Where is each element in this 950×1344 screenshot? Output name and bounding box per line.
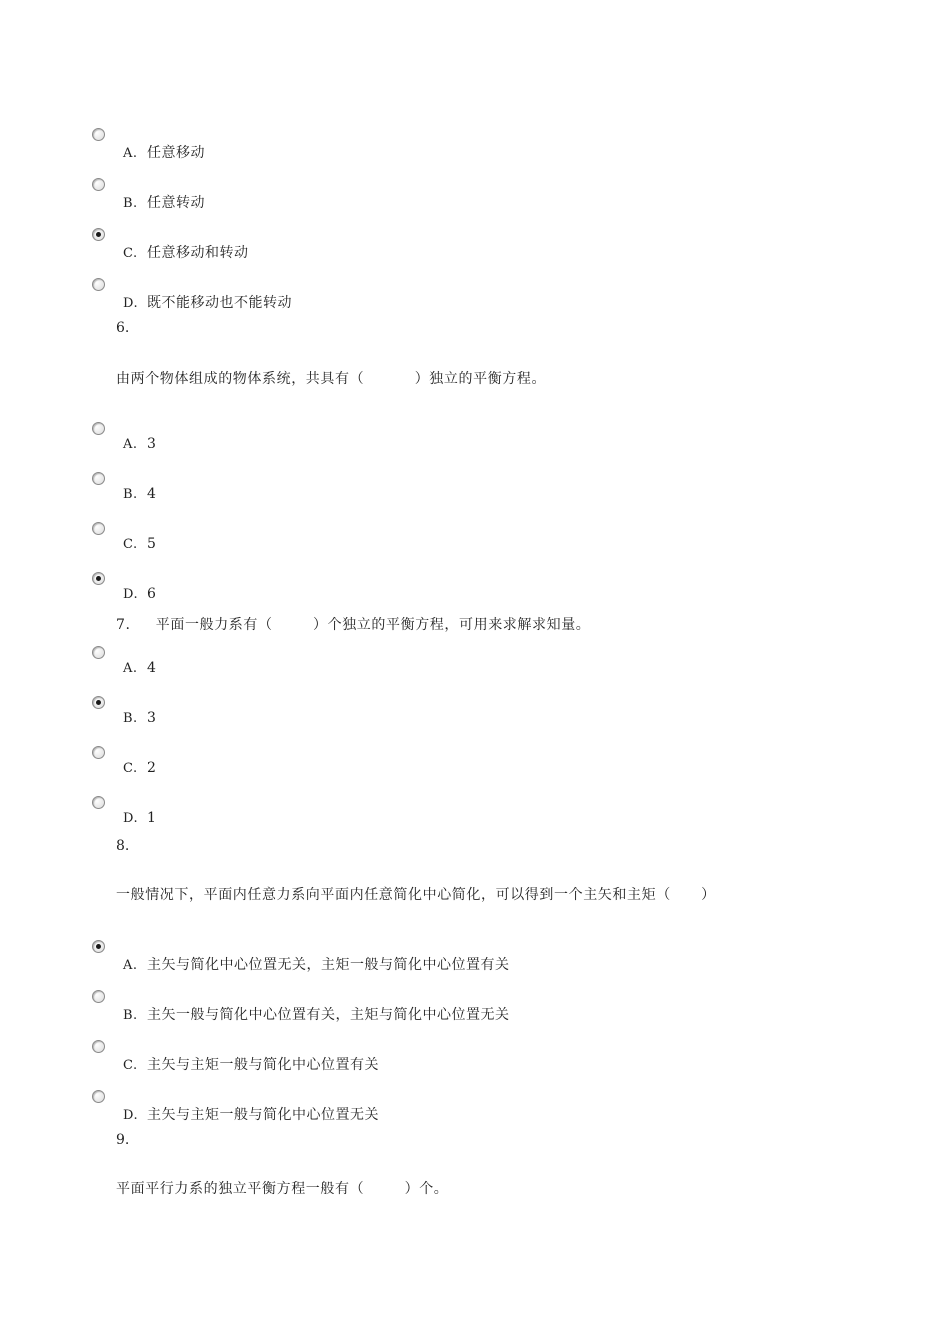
radio-button[interactable] [92,522,105,535]
option-text: B. 4 [123,486,157,502]
question-number: 9. [116,1132,130,1148]
q5-option-d[interactable] [92,278,692,311]
option-text: C. 任意移动和转动 [123,245,249,261]
radio-button[interactable] [92,422,105,435]
option-text: B. 主矢一般与简化中心位置有关，主矩与简化中心位置无关 [123,1007,510,1023]
radio-button[interactable] [92,990,105,1003]
radio-button[interactable] [92,472,105,485]
question-number: 6. [116,320,130,336]
q5-option-a[interactable] [92,128,692,161]
option-text: D. 主矢与主矩一般与简化中心位置无关 [123,1107,379,1123]
question-number: 8. [116,838,130,854]
q8-option-d[interactable] [92,1090,692,1123]
q8-option-b[interactable] [92,990,692,1023]
radio-button-selected[interactable] [92,696,105,709]
radio-button-selected[interactable] [92,228,105,241]
q5-option-c[interactable] [92,228,692,261]
radio-button[interactable] [92,1040,105,1053]
radio-button[interactable] [92,796,105,809]
option-text: C. 主矢与主矩一般与简化中心位置有关 [123,1057,379,1073]
option-text: D. 既不能移动也不能转动 [123,295,292,311]
option-text: B. 3 [123,710,157,726]
option-text: C. 5 [123,536,157,552]
q7-option-b[interactable] [92,696,692,726]
option-text: D. 1 [123,810,157,826]
q6-option-a[interactable] [92,422,692,452]
option-text: A. 主矢与简化中心位置无关，主矩一般与简化中心位置有关 [123,957,510,973]
option-text: C. 2 [123,760,157,776]
q7-option-d[interactable] [92,796,692,826]
radio-button[interactable] [92,128,105,141]
radio-button[interactable] [92,1090,105,1103]
radio-button-selected[interactable] [92,940,105,953]
q5-option-b[interactable] [92,178,692,211]
question-text: 由两个物体组成的物体系统，共具有（ ）独立的平衡方程。 [116,371,547,387]
radio-button-selected[interactable] [92,572,105,585]
q8-option-c[interactable] [92,1040,692,1073]
q7-option-c[interactable] [92,746,692,776]
q7-option-a[interactable] [92,646,692,676]
q6-option-b[interactable] [92,472,692,502]
radio-button[interactable] [92,746,105,759]
radio-button[interactable] [92,646,105,659]
question-text: 7. 平面一般力系有（ ）个独立的平衡方程，可用来求解求知量。 [116,617,591,633]
q6-option-c[interactable] [92,522,692,552]
radio-button[interactable] [92,278,105,291]
question-text: 平面平行力系的独立平衡方程一般有（ ）个。 [116,1181,449,1197]
q6-option-d[interactable] [92,572,692,602]
q8-option-a[interactable] [92,940,692,973]
option-text: A. 4 [123,660,157,676]
question-text: 一般情况下，平面内任意力系向平面内任意简化中心简化，可以得到一个主矢和主矩（ ） [116,887,716,903]
option-text: A. 任意移动 [123,145,205,161]
option-text: B. 任意转动 [123,195,205,211]
option-text: D. 6 [123,586,157,602]
option-text: A. 3 [123,436,157,452]
radio-button[interactable] [92,178,105,191]
